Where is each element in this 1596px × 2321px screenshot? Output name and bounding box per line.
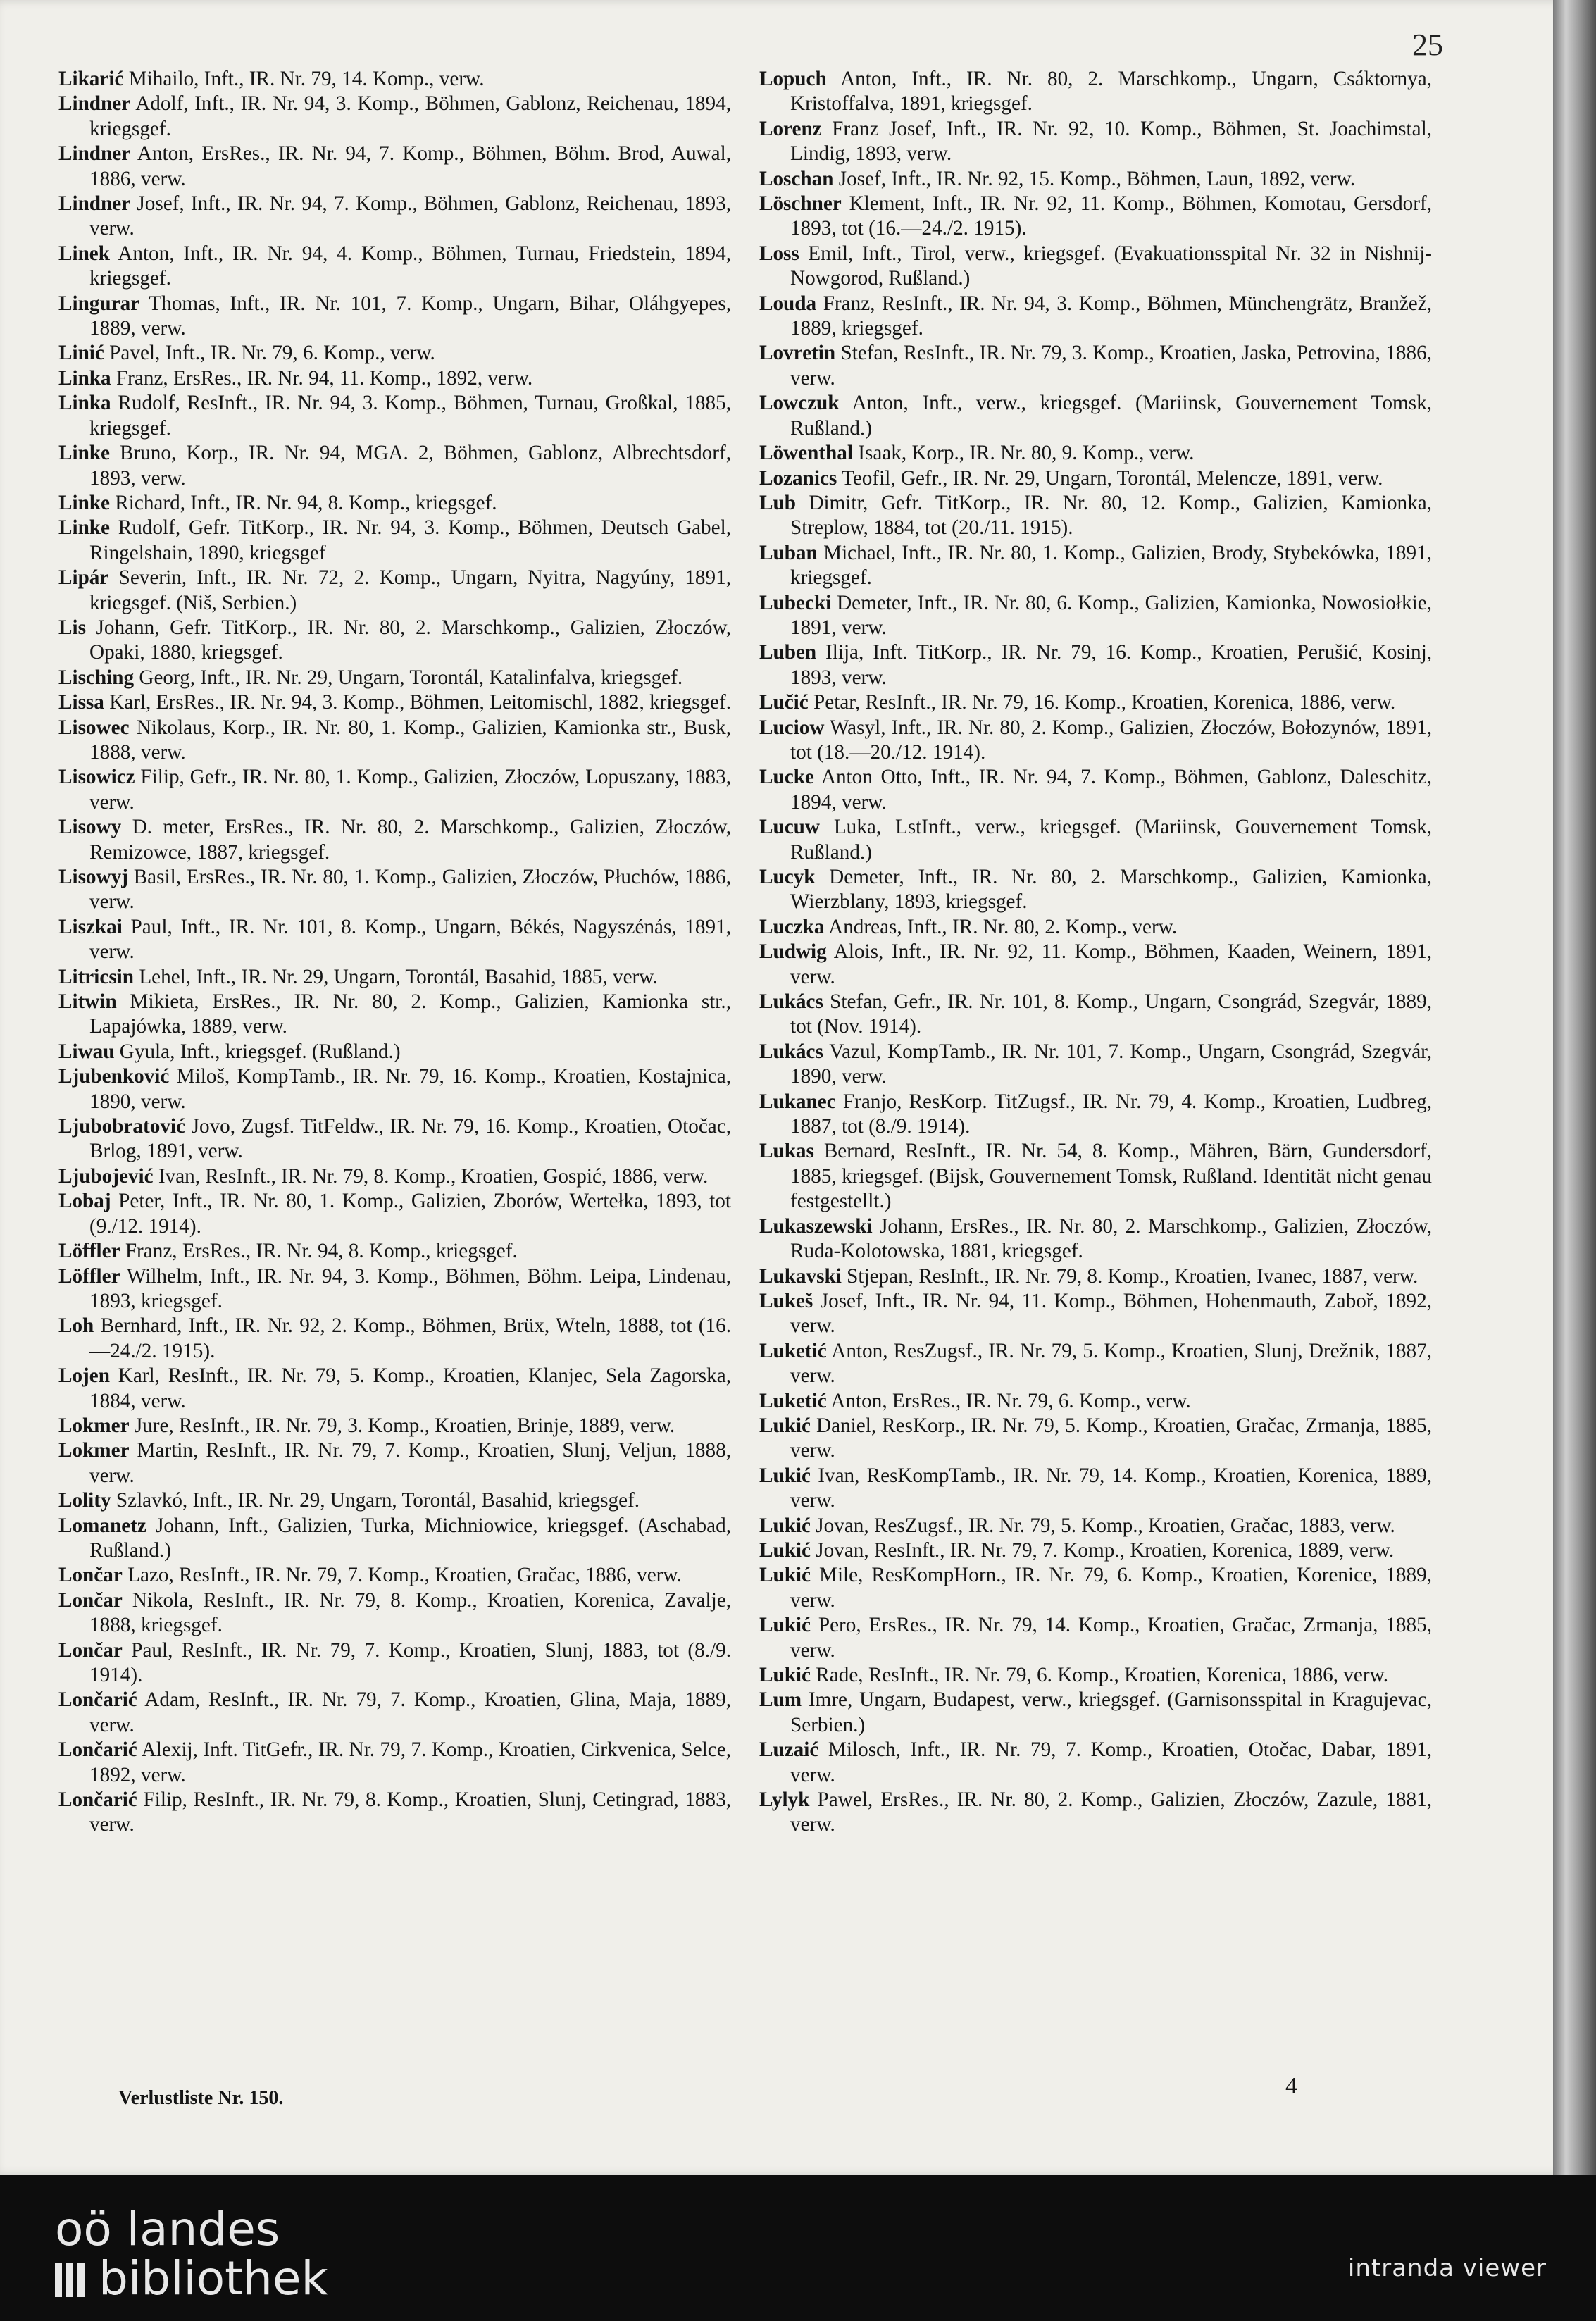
list-entry (58, 1563, 731, 1588)
entry-surname: Lipár (58, 566, 109, 590)
right-column (759, 67, 1432, 1838)
list-entry (759, 1139, 1432, 1214)
entry-details: Karl, ResInft., IR. Nr. 79, 5. Komp., Kroatien, Klanjec, Sela Zagorska, 1884, verw. (89, 1364, 731, 1412)
list-entry (58, 1414, 731, 1438)
entry-details: Rudolf, ResInft., IR. Nr. 94, 3. Komp., Böhmen, Turnau, Großkal, 1885, kriegsgef. (89, 392, 731, 440)
entry-details: Jure, ResInft., IR. Nr. 79, 3. Komp., Kroatien, Brinje, 1889, verw. (129, 1414, 675, 1437)
list-entry (759, 192, 1432, 242)
entry-surname: Luban (759, 541, 818, 564)
entry-details: Rudolf, Gefr. TitKorp., IR. Nr. 94, 3. Komp., Böhmen, Deutsch Gabel, Ringelshain, 1890, kriegsgef (89, 516, 731, 564)
list-entry (759, 990, 1432, 1040)
entry-surname: Lovretin (759, 342, 836, 365)
entry-surname: Lingurar (58, 292, 140, 315)
entry-details: Lehel, Inft., IR. Nr. 29, Ungarn, Torontál, Basahid, 1885, verw. (134, 965, 658, 988)
list-entry (58, 616, 731, 666)
list-entry (58, 965, 731, 990)
list-entry (58, 690, 731, 715)
entry-surname: Löschner (759, 192, 842, 216)
entry-surname: Luben (759, 641, 817, 664)
list-entry (759, 541, 1432, 591)
entry-surname: Litwin (58, 990, 117, 1014)
entry-surname: Lukić (759, 1564, 811, 1587)
entry-details: Thomas, Inft., IR. Nr. 101, 7. Komp., Ungarn, Bihar, Oláhgyepes, 1889, verw. (89, 292, 731, 340)
list-entry (759, 1214, 1432, 1264)
entry-details: Jovan, ResInft., IR. Nr. 79, 7. Komp., Kroatien, Korenica, 1889, verw. (811, 1538, 1395, 1562)
entry-surname: Lojen (58, 1364, 110, 1388)
list-entry (58, 142, 731, 192)
list-entry (759, 466, 1432, 491)
entry-surname: Lukić (759, 1614, 811, 1637)
list-entry (58, 765, 731, 815)
list-entry (58, 67, 731, 92)
entry-surname: Lowczuk (759, 392, 840, 415)
entry-details: Josef, Inft., IR. Nr. 94, 11. Komp., Böhmen, Hohenmauth, Zaboř, 1892, verw. (790, 1289, 1432, 1338)
entry-details: Miloš, KompTamb., IR. Nr. 79, 16. Komp., Kroatien, Kostajnica, 1890, verw. (89, 1065, 731, 1113)
entry-surname: Lukács (759, 1040, 823, 1063)
entry-surname: Lukaszewski (759, 1214, 873, 1238)
list-entry (58, 915, 731, 965)
entry-surname: Linka (58, 366, 111, 390)
entry-details: Demeter, Inft., IR. Nr. 80, 2. Marschkomp., Galizien, Kamionka, Wierzblany, 1893, kriegsgef. (790, 866, 1432, 914)
list-entry (759, 292, 1432, 342)
list-entry (759, 67, 1432, 117)
entry-details: Klement, Inft., IR. Nr. 92, 11. Komp., Böhmen, Komotau, Gersdorf, 1893, tot (16.—24./2. 1915). (790, 192, 1432, 240)
entry-surname: Lukas (759, 1140, 814, 1163)
entry-details: Mile, ResKompHorn., IR. Nr. 79, 6. Komp., Kroatien, Korenice, 1889, verw. (790, 1564, 1432, 1612)
series-footer: Verlustliste Nr. 150. (118, 2087, 284, 2109)
entry-details: Dimitr, Gefr. TitKorp., IR. Nr. 80, 12. Komp., Galizien, Kamionka, Streplow, 1884, tot (20./11. 1915). (790, 491, 1432, 540)
list-entry (759, 1339, 1432, 1389)
list-entry (759, 491, 1432, 541)
entry-surname: Lukavski (759, 1264, 842, 1288)
entry-surname: Loh (58, 1314, 94, 1338)
page-number: 25 (1412, 27, 1443, 62)
entry-surname: Lučić (759, 691, 809, 714)
list-entry (58, 341, 731, 366)
entry-details: Ivan, ResInft., IR. Nr. 79, 8. Komp., Kroatien, Gospić, 1886, verw. (153, 1164, 709, 1188)
library-bars-icon (55, 2254, 89, 2303)
entry-details: Szlavkó, Inft., IR. Nr. 29, Ungarn, Torontál, Basahid, kriegsgef. (111, 1489, 640, 1512)
entry-surname: Luzaić (759, 1738, 819, 1762)
list-entry (58, 391, 731, 441)
list-entry (58, 292, 731, 342)
entry-surname: Löffler (58, 1264, 120, 1288)
entry-surname: Lomanetz (58, 1514, 146, 1537)
entry-details: Paul, Inft., IR. Nr. 101, 8. Komp., Ungarn, Békés, Nagyszénás, 1891, verw. (89, 915, 731, 964)
entry-details: Filip, ResInft., IR. Nr. 79, 8. Komp., Kroatien, Slunj, Cetingrad, 1883, verw. (89, 1788, 731, 1836)
list-entry (759, 1663, 1432, 1688)
viewer-label: intranda viewer (1347, 2254, 1547, 2282)
list-entry (759, 940, 1432, 990)
entry-details: Nikola, ResInft., IR. Nr. 79, 8. Komp., Kroatien, Korenica, Zavalje, 1888, kriegsgef. (89, 1588, 731, 1637)
entry-details: Johann, Inft., Galizien, Turka, Michniowice, kriegsgef. (Aschabad, Rußland.) (89, 1514, 731, 1562)
entry-details: Bernard, ResInft., IR. Nr. 54, 8. Komp., Mähren, Bärn, Gundersdorf, 1885, kriegsgef. (Bijsk, Gouvernement Tomsk, Rußland. Identität nicht genau festgestellt.) (790, 1140, 1432, 1213)
entry-details: Peter, Inft., IR. Nr. 80, 1. Komp., Galizien, Zborów, Wertełka, 1893, tot (9./12. 1914). (89, 1190, 731, 1238)
entry-surname: Ljubojević (58, 1164, 154, 1188)
entry-surname: Lucke (759, 766, 814, 789)
entry-surname: Lobaj (58, 1190, 111, 1213)
entry-surname: Lukács (759, 990, 823, 1014)
list-entry (759, 865, 1432, 915)
entry-surname: Lokmer (58, 1414, 130, 1437)
entry-details: Karl, ErsRes., IR. Nr. 94, 3. Komp., Böhmen, Leitomischl, 1882, kriegsgef. (104, 691, 731, 714)
list-entry (58, 1314, 731, 1364)
entry-details: Alois, Inft., IR. Nr. 92, 11. Komp., Böhmen, Kaaden, Weinern, 1891, verw. (790, 940, 1432, 988)
list-entry (759, 1788, 1432, 1838)
entry-details: Andreas, Inft., IR. Nr. 80, 2. Komp., verw. (824, 915, 1178, 938)
library-logo (55, 2202, 328, 2306)
entry-details: Demeter, Inft., IR. Nr. 80, 6. Komp., Galizien, Kamionka, Nowosiołkie, 1891, verw. (790, 591, 1432, 639)
entry-surname: Lindner (58, 192, 131, 216)
page-edge (1553, 0, 1596, 2175)
list-entry (759, 1613, 1432, 1663)
entry-surname: Louda (759, 292, 817, 315)
entry-details: Filip, Gefr., IR. Nr. 80, 1. Komp., Galizien, Złoczów, Lopuszany, 1883, verw. (89, 766, 731, 814)
entry-details: Rade, ResInft., IR. Nr. 79, 6. Komp., Kroatien, Korenica, 1886, verw. (811, 1664, 1389, 1686)
list-entry (58, 516, 731, 566)
list-entry (58, 666, 731, 690)
entry-details: Bruno, Korp., IR. Nr. 94, MGA. 2, Böhmen, Gablonz, Albrechtsdorf, 1893, verw. (89, 442, 731, 490)
entry-surname: Lukanec (759, 1090, 836, 1113)
entry-surname: Luciow (759, 716, 825, 739)
list-entry (58, 1264, 731, 1314)
list-entry (58, 815, 731, 865)
list-entry (58, 1239, 731, 1264)
entry-details: Emil, Inft., Tirol, verw., kriegsgef. (Evakuationsspital Nr. 32 in Nishnij-Nowgorod, Rußland.) (790, 242, 1432, 290)
entry-surname: Lisowec (58, 716, 130, 739)
entry-details: Anton, ResZugsf., IR. Nr. 79, 5. Komp., Kroatien, Slunj, Drežnik, 1887, verw. (790, 1339, 1432, 1388)
list-entry (759, 1688, 1432, 1738)
entry-details: Martin, ResInft., IR. Nr. 79, 7. Komp., Kroatien, Slunj, Veljun, 1888, verw. (89, 1439, 731, 1487)
list-entry (759, 1414, 1432, 1464)
entry-surname: Lucuw (759, 816, 820, 839)
entry-surname: Luketić (759, 1339, 827, 1362)
list-entry (58, 1788, 731, 1838)
entry-details: Josef, Inft., IR. Nr. 92, 15. Komp., Böhmen, Laun, 1892, verw. (833, 167, 1356, 190)
entry-surname: Linka (58, 392, 111, 415)
entry-surname: Lolity (58, 1489, 111, 1512)
entry-surname: Luketić (759, 1389, 827, 1412)
entry-surname: Lis (58, 616, 86, 639)
entry-details: Anton, Inft., verw., kriegsgef. (Mariinsk, Gouvernement Tomsk, Rußland.) (790, 392, 1432, 440)
entry-details: Mikieta, ErsRes., IR. Nr. 80, 2. Komp., Galizien, Kamionka str., Lapajówka, 1889, verw. (89, 990, 731, 1038)
entry-details: Adolf, Inft., IR. Nr. 94, 3. Komp., Böhmen, Gablonz, Reichenau, 1894, kriegsgef. (89, 92, 731, 140)
entry-details: Bernhard, Inft., IR. Nr. 92, 2. Komp., Böhmen, Brüx, Wteln, 1888, tot (16.—24./2. 1915). (89, 1314, 731, 1362)
list-entry (759, 1040, 1432, 1090)
list-entry (58, 92, 731, 142)
entry-surname: Lukić (759, 1538, 811, 1562)
list-entry (58, 1688, 731, 1738)
list-entry (58, 1164, 731, 1189)
entry-surname: Loss (759, 242, 799, 265)
entry-surname: Lukić (759, 1664, 811, 1686)
entry-surname: Likarić (58, 68, 124, 90)
list-entry (759, 117, 1432, 167)
entry-surname: Lončarić (58, 1788, 137, 1812)
entry-details: Paul, ResInft., IR. Nr. 79, 7. Komp., Kroatien, Slunj, 1883, tot (8./9. 1914). (89, 1638, 731, 1686)
list-entry (759, 1464, 1432, 1514)
entry-surname: Lončarić (58, 1738, 137, 1762)
entry-surname: Lucyk (759, 866, 816, 888)
entry-surname: Lončar (58, 1564, 123, 1587)
entry-surname: Lokmer (58, 1439, 130, 1462)
list-entry (759, 765, 1432, 815)
entry-details: Pavel, Inft., IR. Nr. 79, 6. Komp., verw. (104, 342, 435, 365)
entry-details: Georg, Inft., IR. Nr. 29, Ungarn, Torontál, Katalinfalva, kriegsgef. (134, 666, 683, 689)
list-entry (759, 915, 1432, 940)
entry-surname: Löwenthal (759, 442, 853, 465)
entry-details: Nikolaus, Korp., IR. Nr. 80, 1. Komp., Galizien, Kamionka str., Busk, 1888, verw. (89, 716, 731, 764)
list-entry (58, 716, 731, 766)
entry-details: Lazo, ResInft., IR. Nr. 79, 7. Komp., Kroatien, Gračac, 1886, verw. (122, 1564, 682, 1587)
list-entry (759, 1563, 1432, 1613)
entry-details: Franjo, ResKorp. TitZugsf., IR. Nr. 79, 4. Komp., Kroatien, Ludbreg, 1887, tot (8./9. 1914). (790, 1090, 1432, 1138)
entry-details: Josef, Inft., IR. Nr. 94, 7. Komp., Böhmen, Gablonz, Reichenau, 1893, verw. (89, 192, 731, 240)
list-entry (759, 716, 1432, 766)
list-entry (759, 690, 1432, 715)
entry-surname: Lorenz (759, 117, 822, 140)
list-entry (58, 865, 731, 915)
list-entry (759, 341, 1432, 391)
entry-details: Pero, ErsRes., IR. Nr. 79, 14. Komp., Kroatien, Gračac, Zrmanja, 1885, verw. (790, 1614, 1432, 1662)
entry-surname: Lindner (58, 92, 131, 116)
entry-details: Isaak, Korp., IR. Nr. 80, 9. Komp., verw. (852, 442, 1195, 465)
list-entry (58, 242, 731, 292)
entry-details: Anton, Inft., IR. Nr. 94, 4. Komp., Böhmen, Turnau, Friedstein, 1894, kriegsgef. (89, 242, 731, 290)
list-entry (759, 1538, 1432, 1563)
entry-details: Wasyl, Inft., IR. Nr. 80, 2. Komp., Galizien, Złoczów, Bołozynów, 1891, tot (18.—20./12. 1914). (790, 716, 1432, 764)
entry-details: Ilija, Inft. TitKorp., IR. Nr. 79, 16. Komp., Kroatien, Perušić, Kosinj, 1893, verw. (790, 641, 1432, 689)
list-entry (58, 1738, 731, 1788)
entry-surname: Lončarić (58, 1688, 137, 1712)
list-entry (58, 1189, 731, 1239)
entry-details: Adam, ResInft., IR. Nr. 79, 7. Komp., Kroatien, Glina, Maja, 1889, verw. (89, 1688, 731, 1736)
list-entry (58, 1638, 731, 1688)
entry-details: Ivan, ResKompTamb., IR. Nr. 79, 14. Komp., Kroatien, Korenica, 1889, verw. (790, 1464, 1432, 1512)
entry-surname: Lub (759, 491, 796, 514)
entry-details: Jovan, ResZugsf., IR. Nr. 79, 5. Komp., Kroatien, Gračac, 1883, verw. (811, 1514, 1395, 1537)
entry-details: Anton, ErsRes., IR. Nr. 79, 6. Komp., verw. (826, 1389, 1191, 1412)
entry-surname: Lukić (759, 1514, 811, 1537)
entry-surname: Lylyk (759, 1788, 810, 1812)
list-entry (58, 366, 731, 391)
entry-details: Vazul, KompTamb., IR. Nr. 101, 7. Komp., Ungarn, Csongrád, Szegvár, 1890, verw. (790, 1040, 1432, 1088)
entry-surname: Linke (58, 516, 110, 540)
list-entry (58, 192, 731, 242)
entry-surname: Luczka (759, 915, 825, 938)
list-entry (58, 1064, 731, 1114)
list-entry (58, 491, 731, 516)
entry-details: Michael, Inft., IR. Nr. 80, 1. Komp., Galizien, Brody, Stybekówka, 1891, kriegsgef. (790, 541, 1432, 590)
library-logo-line2: bibliothek (99, 2251, 328, 2306)
entry-details: Franz, ErsRes., IR. Nr. 94, 8. Komp., kriegsgef. (120, 1240, 518, 1263)
entry-details: Stjepan, ResInft., IR. Nr. 79, 8. Komp., Kroatien, Ivanec, 1887, verw. (841, 1264, 1419, 1288)
entry-details: Alexij, Inft. TitGefr., IR. Nr. 79, 7. Komp., Kroatien, Cirkvenica, Selce, 1892, verw. (89, 1738, 731, 1786)
entry-details: Anton, ErsRes., IR. Nr. 94, 7. Komp., Böhmen, Böhm. Brod, Auwal, 1886, verw. (89, 142, 731, 190)
entry-details: Daniel, ResKorp., IR. Nr. 79, 5. Komp., Kroatien, Gračac, Zrmanja, 1885, verw. (790, 1414, 1432, 1462)
entry-surname: Linić (58, 342, 104, 365)
list-entry (759, 1090, 1432, 1140)
entry-details: Wilhelm, Inft., IR. Nr. 94, 3. Komp., Böhmen, Böhm. Leipa, Lindenau, 1893, kriegsgef. (89, 1264, 731, 1312)
entry-surname: Liwau (58, 1040, 115, 1063)
entry-surname: Lindner (58, 142, 131, 166)
entry-details: Pawel, ErsRes., IR. Nr. 80, 2. Komp., Galizien, Złoczów, Zazule, 1881, verw. (790, 1788, 1432, 1836)
entry-details: Imre, Ungarn, Budapest, verw., kriegsgef. (Garnisonsspital in Kragujevac, Serbien.) (790, 1688, 1432, 1736)
list-entry (58, 566, 731, 616)
list-entry (58, 1364, 731, 1414)
entry-details: Gyula, Inft., kriegsgef. (Rußland.) (114, 1040, 401, 1063)
entry-surname: Lukić (759, 1414, 811, 1437)
entry-surname: Litricsin (58, 965, 135, 988)
entry-details: Franz Josef, Inft., IR. Nr. 92, 10. Komp., Böhmen, St. Joachimstal, Lindig, 1893, verw. (790, 117, 1432, 166)
library-logo-line1: oö landes (55, 2202, 280, 2256)
entry-details: Anton, Inft., IR. Nr. 80, 2. Marschkomp., Ungarn, Csáktornya, Kristoffalva, 1891, kriegsgef. (790, 68, 1432, 116)
entry-details: Franz, ResInft., IR. Nr. 94, 3. Komp., Böhmen, Münchengrätz, Branžež, 1889, kriegsgef. (790, 292, 1432, 340)
list-entry (759, 1514, 1432, 1538)
entry-surname: Ludwig (759, 940, 827, 964)
list-entry (58, 1514, 731, 1564)
list-entry (759, 1289, 1432, 1339)
entry-surname: Lukeš (759, 1289, 813, 1312)
entry-details: Anton Otto, Inft., IR. Nr. 94, 7. Komp., Böhmen, Gablonz, Daleschitz, 1894, verw. (790, 766, 1432, 814)
entry-surname: Lisowy (58, 816, 122, 839)
entry-details: Basil, ErsRes., IR. Nr. 80, 1. Komp., Galizien, Złoczów, Płuchów, 1886, verw. (89, 866, 731, 914)
entry-surname: Linek (58, 242, 110, 265)
list-entry (58, 441, 731, 491)
list-entry (58, 1114, 731, 1164)
entry-details: D. meter, ErsRes., IR. Nr. 80, 2. Marschkomp., Galizien, Złoczów, Remizowce, 1887, kriegsgef. (89, 816, 731, 864)
entry-details: Stefan, ResInft., IR. Nr. 79, 3. Komp., Kroatien, Jaska, Petrovina, 1886, verw. (790, 342, 1432, 390)
entry-surname: Lisowyj (58, 866, 128, 888)
entry-details: Johann, Gefr. TitKorp., IR. Nr. 80, 2. Marschkomp., Galizien, Złoczów, Opaki, 1880, kriegsgef. (85, 616, 731, 664)
list-entry (759, 391, 1432, 441)
entry-surname: Ljubenković (58, 1065, 170, 1088)
list-entry (58, 1488, 731, 1513)
list-entry (58, 990, 731, 1040)
entry-surname: Loschan (759, 167, 834, 190)
entry-surname: Lukić (759, 1464, 811, 1487)
entry-details: Milosch, Inft., IR. Nr. 79, 7. Komp., Kroatien, Otočac, Dabar, 1891, verw. (790, 1738, 1432, 1786)
list-entry (759, 167, 1432, 192)
entry-surname: Lončar (58, 1588, 123, 1612)
list-entry (759, 1738, 1432, 1788)
entry-surname: Lisowicz (58, 766, 135, 789)
list-entry (58, 1588, 731, 1638)
entry-details: Mihailo, Inft., IR. Nr. 79, 14. Komp., verw. (123, 68, 485, 90)
entry-details: Teofil, Gefr., IR. Nr. 29, Ungarn, Torontál, Melencze, 1891, verw. (837, 466, 1383, 490)
entry-surname: Liszkai (58, 915, 123, 938)
left-column (58, 67, 731, 1838)
list-entry (759, 640, 1432, 690)
list-entry (759, 815, 1432, 865)
entry-details: Stefan, Gefr., IR. Nr. 101, 8. Komp., Ungarn, Csongrád, Szegvár, 1889, tot (Nov. 1914). (790, 990, 1432, 1038)
entry-surname: Lubecki (759, 591, 832, 614)
entry-surname: Linke (58, 491, 110, 514)
entry-details: Luka, LstInft., verw., kriegsgef. (Mariinsk, Gouvernement Tomsk, Rußland.) (790, 816, 1432, 864)
entry-surname: Löffler (58, 1240, 120, 1263)
list-entry (58, 1438, 731, 1488)
entry-details: Jovo, Zugsf. TitFeldw., IR. Nr. 79, 16. Komp., Kroatien, Otočac, Brlog, 1891, verw. (89, 1115, 731, 1163)
sheet-mark: 4 (1285, 2073, 1297, 2099)
entry-surname: Ljubobratović (58, 1115, 185, 1138)
entry-surname: Lum (759, 1688, 802, 1712)
list-entry (759, 441, 1432, 466)
entry-surname: Lisching (58, 666, 135, 689)
entry-details: Johann, ErsRes., IR. Nr. 80, 2. Marschkomp., Galizien, Złoczów, Ruda-Kolotowska, 1881, kriegsgef. (790, 1214, 1432, 1263)
list-entry (58, 1040, 731, 1064)
list-entry (759, 1264, 1432, 1289)
entry-surname: Lončar (58, 1638, 123, 1662)
entry-surname: Linke (58, 442, 110, 465)
list-entry (759, 1389, 1432, 1414)
list-entry (759, 591, 1432, 641)
entry-details: Franz, ErsRes., IR. Nr. 94, 11. Komp., 1892, verw. (111, 366, 533, 390)
entry-surname: Lopuch (759, 68, 827, 90)
entry-surname: Lozanics (759, 466, 837, 490)
entry-surname: Lissa (58, 691, 104, 714)
entry-details: Petar, ResInft., IR. Nr. 79, 16. Komp., Kroatien, Korenica, 1886, verw. (808, 691, 1396, 714)
entry-details: Severin, Inft., IR. Nr. 72, 2. Komp., Ungarn, Nyitra, Nagyúny, 1891, kriegsgef. (Niš, Serbien.) (89, 566, 731, 614)
list-entry (759, 242, 1432, 292)
entry-details: Richard, Inft., IR. Nr. 94, 8. Komp., kriegsgef. (110, 491, 497, 514)
